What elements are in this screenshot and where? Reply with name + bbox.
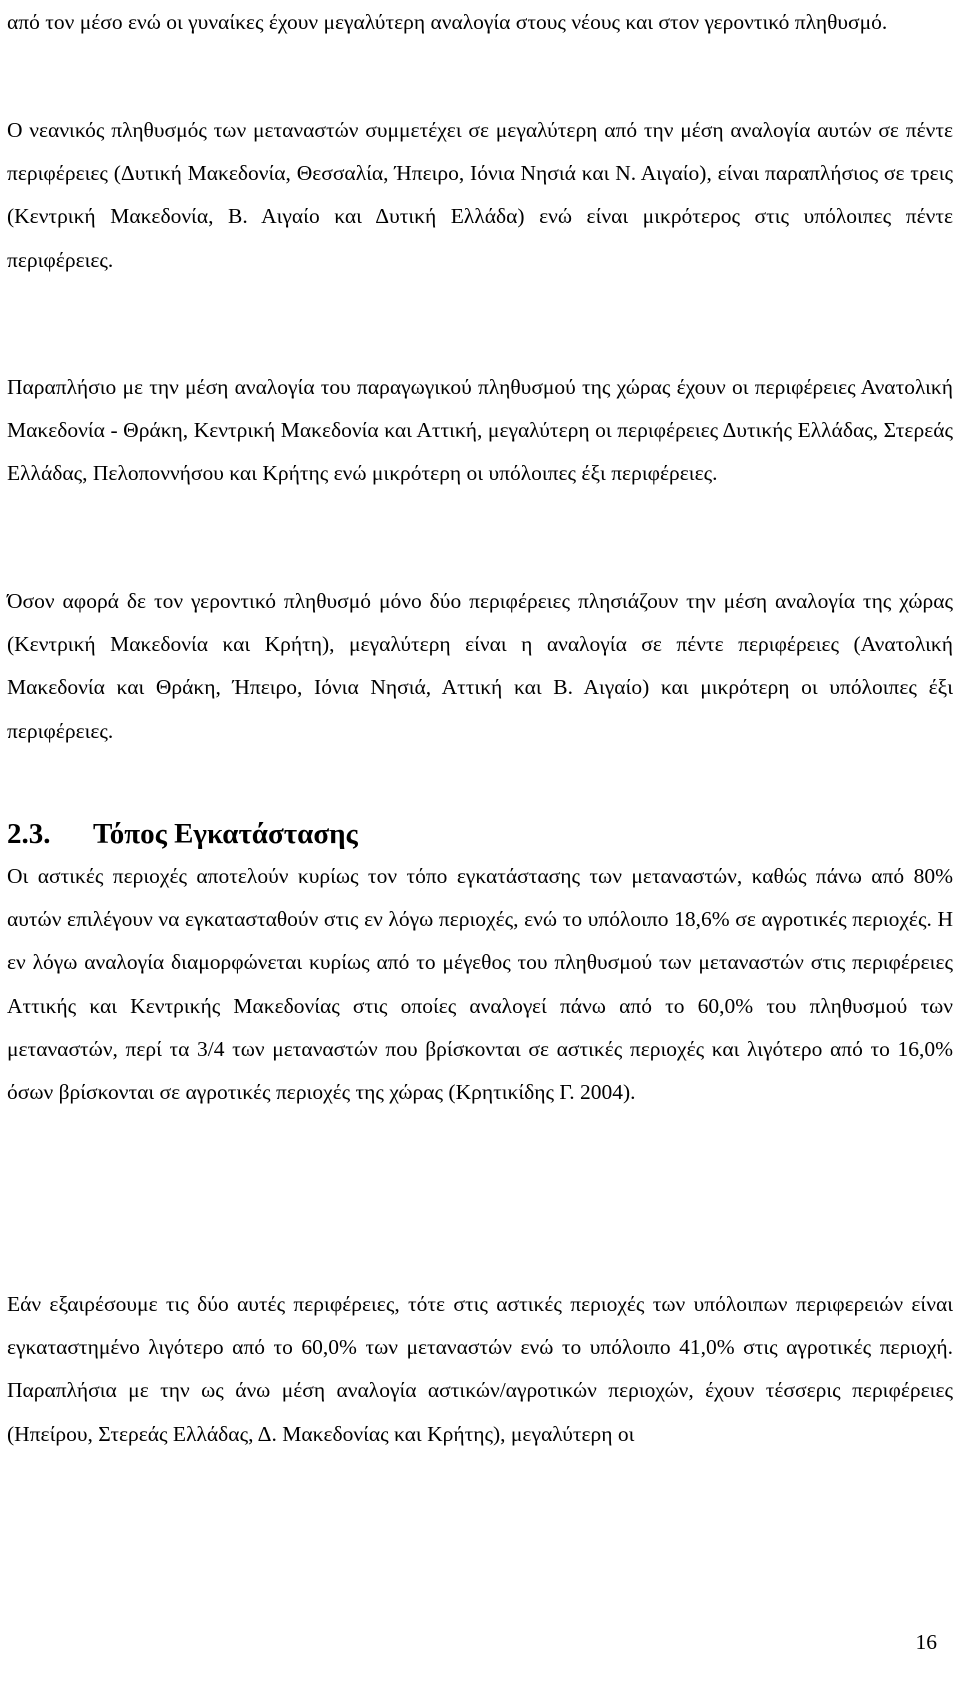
section-heading — [7, 814, 953, 854]
section-title: Τόπος Εγκατάστασης — [93, 818, 358, 850]
section-number: 2.3. — [7, 818, 51, 850]
paragraph: Ο νεανικός πληθυσμός των μεταναστών συμμετέχει σε μεγαλύτερη από την μέση αναλογία αυτών σε πέντε περιφέρειες (Δυτική Μακεδονία, Θεσσαλία, Ήπειρο, Ιόνια Νησιά και Ν. Αιγαίο), είναι παραπλήσιος σε τρεις (Κεντρική Μακεδονία, Β. Αιγαίο και Δυτική Ελλάδα) ενώ είναι μικρότερος στις υπόλοιπες πέντε περιφέρειες. — [7, 118, 953, 272]
paragraph: Εάν εξαιρέσουμε τις δύο αυτές περιφέρειες, τότε στις αστικές περιοχές των υπόλοιπων περιφερειών είναι εγκαταστημένο λιγότερο από το 60,0% των μεταναστών ενώ το υπόλοιπο 41,0% στις αγροτικές περιοχή. Παραπλήσια με την ως άνω μέση αναλογία αστικών/αγροτικών περιοχών, έχουν τέσσερις περιφέρειες (Ηπείρου, Στερεάς Ελλάδας, Δ. Μακεδονίας και Κρήτης), μεγαλύτερη οι — [7, 1292, 953, 1446]
document-page — [7, 0, 953, 1694]
page-number: 16 — [915, 1630, 937, 1654]
paragraph: Οι αστικές περιοχές αποτελούν κυρίως τον τόπο εγκατάστασης των μεταναστών, καθώς πάνω από 80% αυτών επιλέγουν να εγκατασταθούν στις εν λόγω περιοχές, ενώ το υπόλοιπο 18,6% σε αγροτικές περιοχές. Η εν λόγω αναλογία διαμορφώνεται κυρίως από το μέγεθος του πληθυσμού των μεταναστών στις περιφέρειες Αττικής και Κεντρικής Μακεδονίας στις οποίες αναλογεί πάνω από το 60,0% του πληθυσμού των μεταναστών, περί τα 3/4 των μεταναστών που βρίσκονται σε αστικές περιοχές και λιγότερο από το 16,0% όσων βρίσκονται σε αγροτικές περιοχές της χώρας (Κρητικίδης Γ. 2004). — [7, 864, 953, 1105]
paragraph: Όσον αφορά δε τον γεροντικό πληθυσμό μόνο δύο περιφέρειες πλησιάζουν την μέση αναλογία της χώρας (Κεντρική Μακεδονία και Κρήτη), μεγαλύτερη είναι η αναλογία σε πέντε περιφέρειες (Ανατολική Μακεδονία και Θράκη, Ήπειρο, Ιόνια Νησιά, Αττική και Β. Αιγαίο) και μικρότερη οι υπόλοιπες έξι περιφέρειες. — [7, 589, 953, 743]
paragraph: από τον μέσο ενώ οι γυναίκες έχουν μεγαλύτερη αναλογία στους νέους και στον γεροντικό πληθυσμό. — [7, 10, 888, 34]
paragraph: Παραπλήσιο με την μέση αναλογία του παραγωγικού πληθυσμού της χώρας έχουν οι περιφέρειες Ανατολική Μακεδονία - Θράκη, Κεντρική Μακεδονία και Αττική, μεγαλύτερη οι περιφέρειες Δυτικής Ελλάδας, Στερεάς Ελλάδας, Πελοποννήσου και Κρήτης ενώ μικρότερη οι υπόλοιπες έξι περιφέρειες. — [7, 375, 953, 486]
